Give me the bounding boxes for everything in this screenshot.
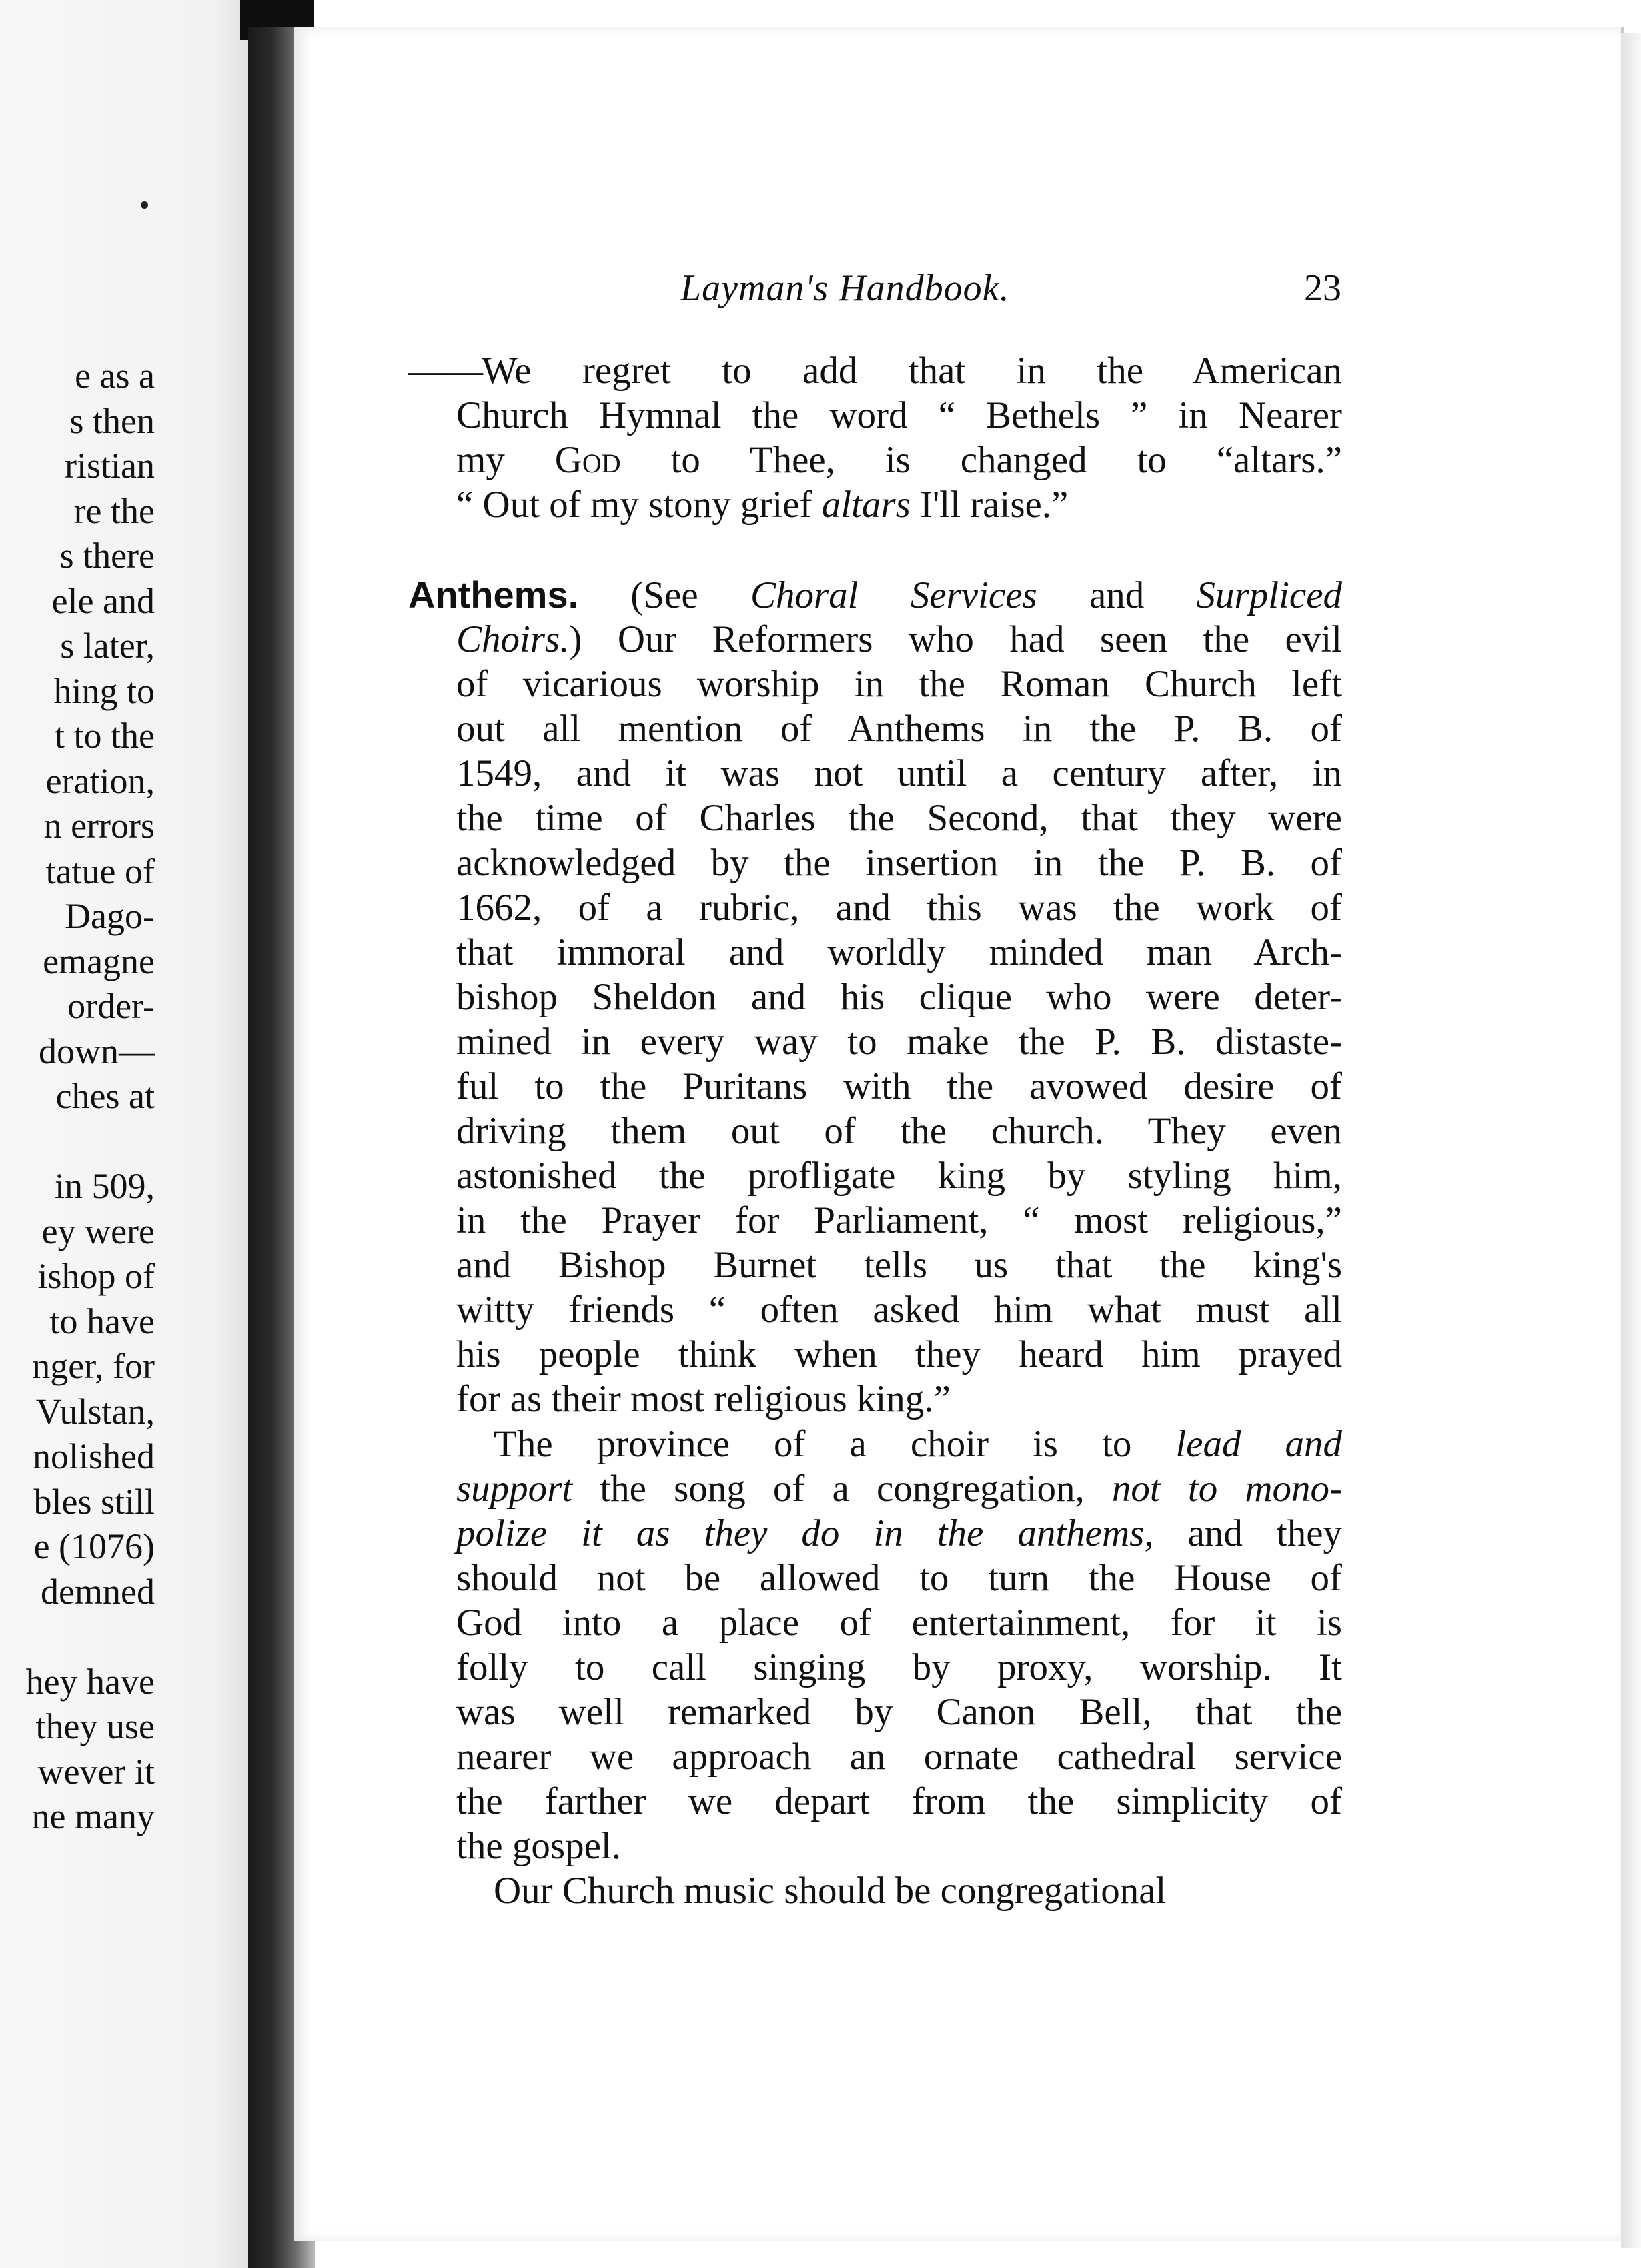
facing-line: t to the xyxy=(55,716,155,756)
text-run: The province of a choir is to xyxy=(494,1423,1176,1465)
text-line: astonished the profligate king by styling him, xyxy=(456,1155,1342,1197)
facing-line: wever it xyxy=(37,1751,155,1792)
facing-line: bles still xyxy=(33,1481,155,1522)
text-line: nearer we approach an ornate cathedral service xyxy=(456,1736,1342,1778)
running-head: Layman's Handbook. xyxy=(680,267,1010,309)
body-text xyxy=(408,348,1342,1913)
text-line: witty friends “ often asked him what must all xyxy=(456,1289,1342,1331)
text-run: and xyxy=(1037,574,1197,616)
ink-speck xyxy=(141,201,148,209)
entry-heading: Anthems. xyxy=(408,574,579,616)
em-dash-rule: —— xyxy=(408,350,482,392)
page-number: 23 xyxy=(1304,267,1341,309)
text-run: , and they xyxy=(1144,1512,1342,1554)
italic-run: polize it as they do in the anthems xyxy=(456,1512,1145,1554)
text-line: ful to the Puritans with the avowed desire of xyxy=(456,1065,1342,1107)
facing-line: ishop of xyxy=(37,1256,155,1296)
text-line xyxy=(408,1511,1342,1556)
facing-line: ristian xyxy=(65,446,155,486)
text-line: for as their most religious king.” xyxy=(456,1378,951,1420)
text-line: mined in every way to make the P. B. distaste- xyxy=(456,1021,1342,1063)
facing-line: s there xyxy=(59,536,155,576)
facing-line: eration, xyxy=(45,760,155,801)
text-run: ) Our Reformers who had seen the evil xyxy=(569,618,1342,660)
facing-line: s later, xyxy=(60,626,155,666)
facing-line: nolished xyxy=(33,1436,155,1476)
text-line: the time of Charles the Second, that they were xyxy=(456,797,1342,839)
text-line xyxy=(408,572,1342,617)
text-line xyxy=(408,1466,1342,1511)
facing-line xyxy=(0,1119,155,1165)
facing-line: ele and xyxy=(51,580,155,621)
text-line: bishop Sheldon and his clique who were deter- xyxy=(456,976,1342,1018)
text-line: of vicarious worship in the Roman Church left xyxy=(456,663,1342,705)
text-line: should not be allowed to turn the House of xyxy=(456,1557,1342,1599)
text-run: We regret to add that in the American xyxy=(482,350,1342,392)
text-line: driving them out of the church. They even xyxy=(456,1110,1342,1152)
facing-line: to have xyxy=(49,1301,155,1341)
facing-line: e as a xyxy=(75,356,155,396)
small-caps-god: God xyxy=(554,439,621,481)
text-run: (See xyxy=(578,574,750,616)
text-line: acknowledged by the insertion in the P. B. of xyxy=(456,842,1342,884)
facing-line: hing to xyxy=(53,670,155,711)
text-line: Church Hymnal the word “ Bethels ” in Nearer xyxy=(456,394,1342,436)
facing-line: demned xyxy=(41,1571,155,1612)
facing-line: hey have xyxy=(25,1661,155,1702)
facing-line: tatue of xyxy=(45,851,155,891)
facing-line: n errors xyxy=(43,806,155,846)
text-line: and Bishop Burnet tells us that the king's xyxy=(456,1244,1342,1286)
italic-run: support xyxy=(456,1468,573,1510)
text-run: “ Out of my stony grief xyxy=(456,484,822,526)
facing-line: they use xyxy=(35,1706,155,1746)
page-edge xyxy=(1621,33,1641,2248)
text-line: 1662, of a rubric, and this was the work of xyxy=(456,887,1342,929)
facing-line: down— xyxy=(39,1031,155,1071)
text-line xyxy=(408,348,1342,393)
cross-reference: Choirs. xyxy=(456,618,570,660)
facing-line: re the xyxy=(73,490,155,531)
facing-line: ey were xyxy=(41,1211,155,1251)
text-line: 1549, and it was not until a century after, in xyxy=(456,752,1342,794)
text-line: the gospel. xyxy=(456,1825,621,1867)
text-line: that immoral and worldly minded man Arch- xyxy=(456,931,1342,973)
facing-page-left xyxy=(0,0,267,2268)
text-run: to Thee, is changed to “altars.” xyxy=(620,439,1342,481)
text-line xyxy=(408,617,1342,662)
facing-line xyxy=(0,1614,155,1660)
text-run: my xyxy=(456,439,555,481)
facing-line: in 509, xyxy=(54,1166,155,1206)
text-line: folly to call singing by proxy, worship. It xyxy=(456,1646,1342,1688)
facing-line: Vulstan, xyxy=(35,1391,155,1432)
text-line: the farther we depart from the simplicity of xyxy=(456,1780,1342,1822)
italic-run: lead and xyxy=(1175,1423,1342,1465)
facing-line: e (1076) xyxy=(33,1526,155,1566)
paragraph-gap xyxy=(408,527,1342,572)
text-line: Our Church music should be congregational xyxy=(494,1870,1167,1912)
text-line xyxy=(408,438,1342,482)
text-line: out all mention of Anthems in the P. B. of xyxy=(456,708,1342,750)
italic-run: altars xyxy=(821,484,911,526)
facing-line: ne many xyxy=(31,1796,155,1836)
cross-reference: Choral Services xyxy=(750,574,1037,616)
facing-line: order- xyxy=(67,986,155,1026)
text-line: in the Prayer for Parliament, “ most religious,” xyxy=(456,1199,1342,1241)
italic-run: not to mono- xyxy=(1111,1468,1342,1510)
text-run: the song of a congregation, xyxy=(572,1468,1112,1510)
text-line: God into a place of entertainment, for it is xyxy=(456,1602,1342,1644)
facing-line: Dago- xyxy=(65,896,155,936)
text-line xyxy=(408,1422,1342,1466)
facing-line: emagne xyxy=(43,941,155,981)
text-line xyxy=(408,482,1342,527)
facing-line: ches at xyxy=(55,1076,155,1116)
facing-line: s then xyxy=(69,400,155,441)
text-line: his people think when they heard him prayed xyxy=(456,1333,1342,1375)
cross-reference: Surpliced xyxy=(1196,574,1343,616)
text-run: I'll raise.” xyxy=(910,484,1069,526)
facing-page-text xyxy=(0,354,155,1840)
text-line: was well remarked by Canon Bell, that the xyxy=(456,1691,1342,1733)
facing-line: nger, for xyxy=(32,1346,155,1386)
